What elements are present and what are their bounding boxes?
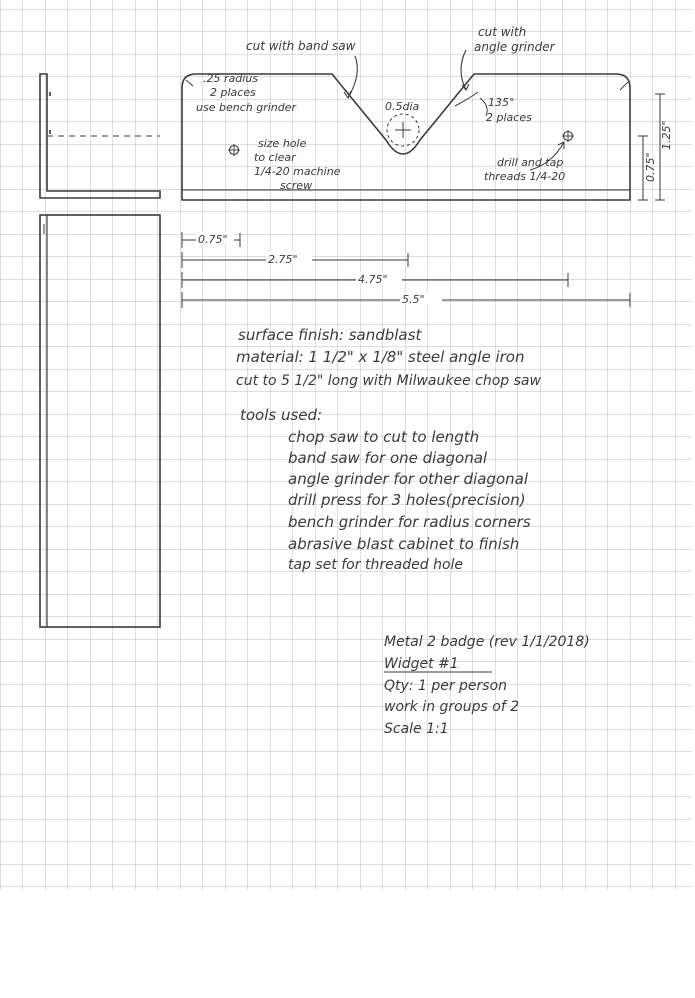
tools-list-item: angle grinder for other diagonal [288,470,528,488]
tools-list-item: drill press for 3 holes(precision) [288,491,526,509]
note-material: material: 1 1/2" x 1/8" steel angle iron [236,348,525,366]
callout-radius-line1: .25 radius [203,72,258,85]
tools-list-item: tap set for threaded hole [288,557,464,573]
title-block-line5: Scale 1:1 [384,721,449,737]
callout-hole-line2: to clear [254,151,296,164]
tools-heading: tools used: [240,406,323,424]
title-block-line2: Widget #1 [384,656,459,672]
dim-label-0-75: 0.75" [198,233,228,246]
note-surface-finish: surface finish: sandblast [238,326,422,344]
callout-angle-line1: 135° [488,96,515,109]
tools-list-item: chop saw to cut to length [288,428,480,446]
tools-list-item: abrasive blast cabinet to finish [288,535,520,553]
dim-label-4-75: 4.75" [358,273,388,286]
dim-label-5-5: 5.5" [402,293,425,306]
tools-list-item: bench grinder for radius corners [288,513,531,531]
tools-list-item: band saw for one diagonal [288,449,488,467]
callout-radius-line3: use bench grinder [196,101,297,114]
callout-band-saw: cut with band saw [246,39,356,53]
title-block-line1: Metal 2 badge (rev 1/1/2018) [384,634,590,650]
dim-label-2-75: 2.75" [268,253,298,266]
callout-angle-grinder-line2: angle grinder [474,40,555,54]
callout-angle-line2: 2 places [486,111,532,124]
note-cut: cut to 5 1/2" long with Milwaukee chop saw [236,373,541,389]
title-block-line4: work in groups of 2 [384,699,520,715]
dim-label-0-75-vertical: 0.75" [644,152,657,182]
callout-diameter: 0.5dia [385,100,420,113]
callout-angle-grinder-line1: cut with [478,25,527,39]
callout-hole-line4: screw [280,179,313,192]
callout-tap-line2: threads 1/4-20 [484,170,566,183]
callout-hole-line3: 1/4-20 machine [254,165,341,178]
callout-tap-line1: drill and tap [497,156,564,169]
callout-hole-line1: size hole [258,137,307,150]
dim-label-1-25-vertical: 1.25" [660,120,673,150]
callout-radius-line2: 2 places [210,86,256,99]
title-block-line3: Qty: 1 per person [384,678,508,694]
